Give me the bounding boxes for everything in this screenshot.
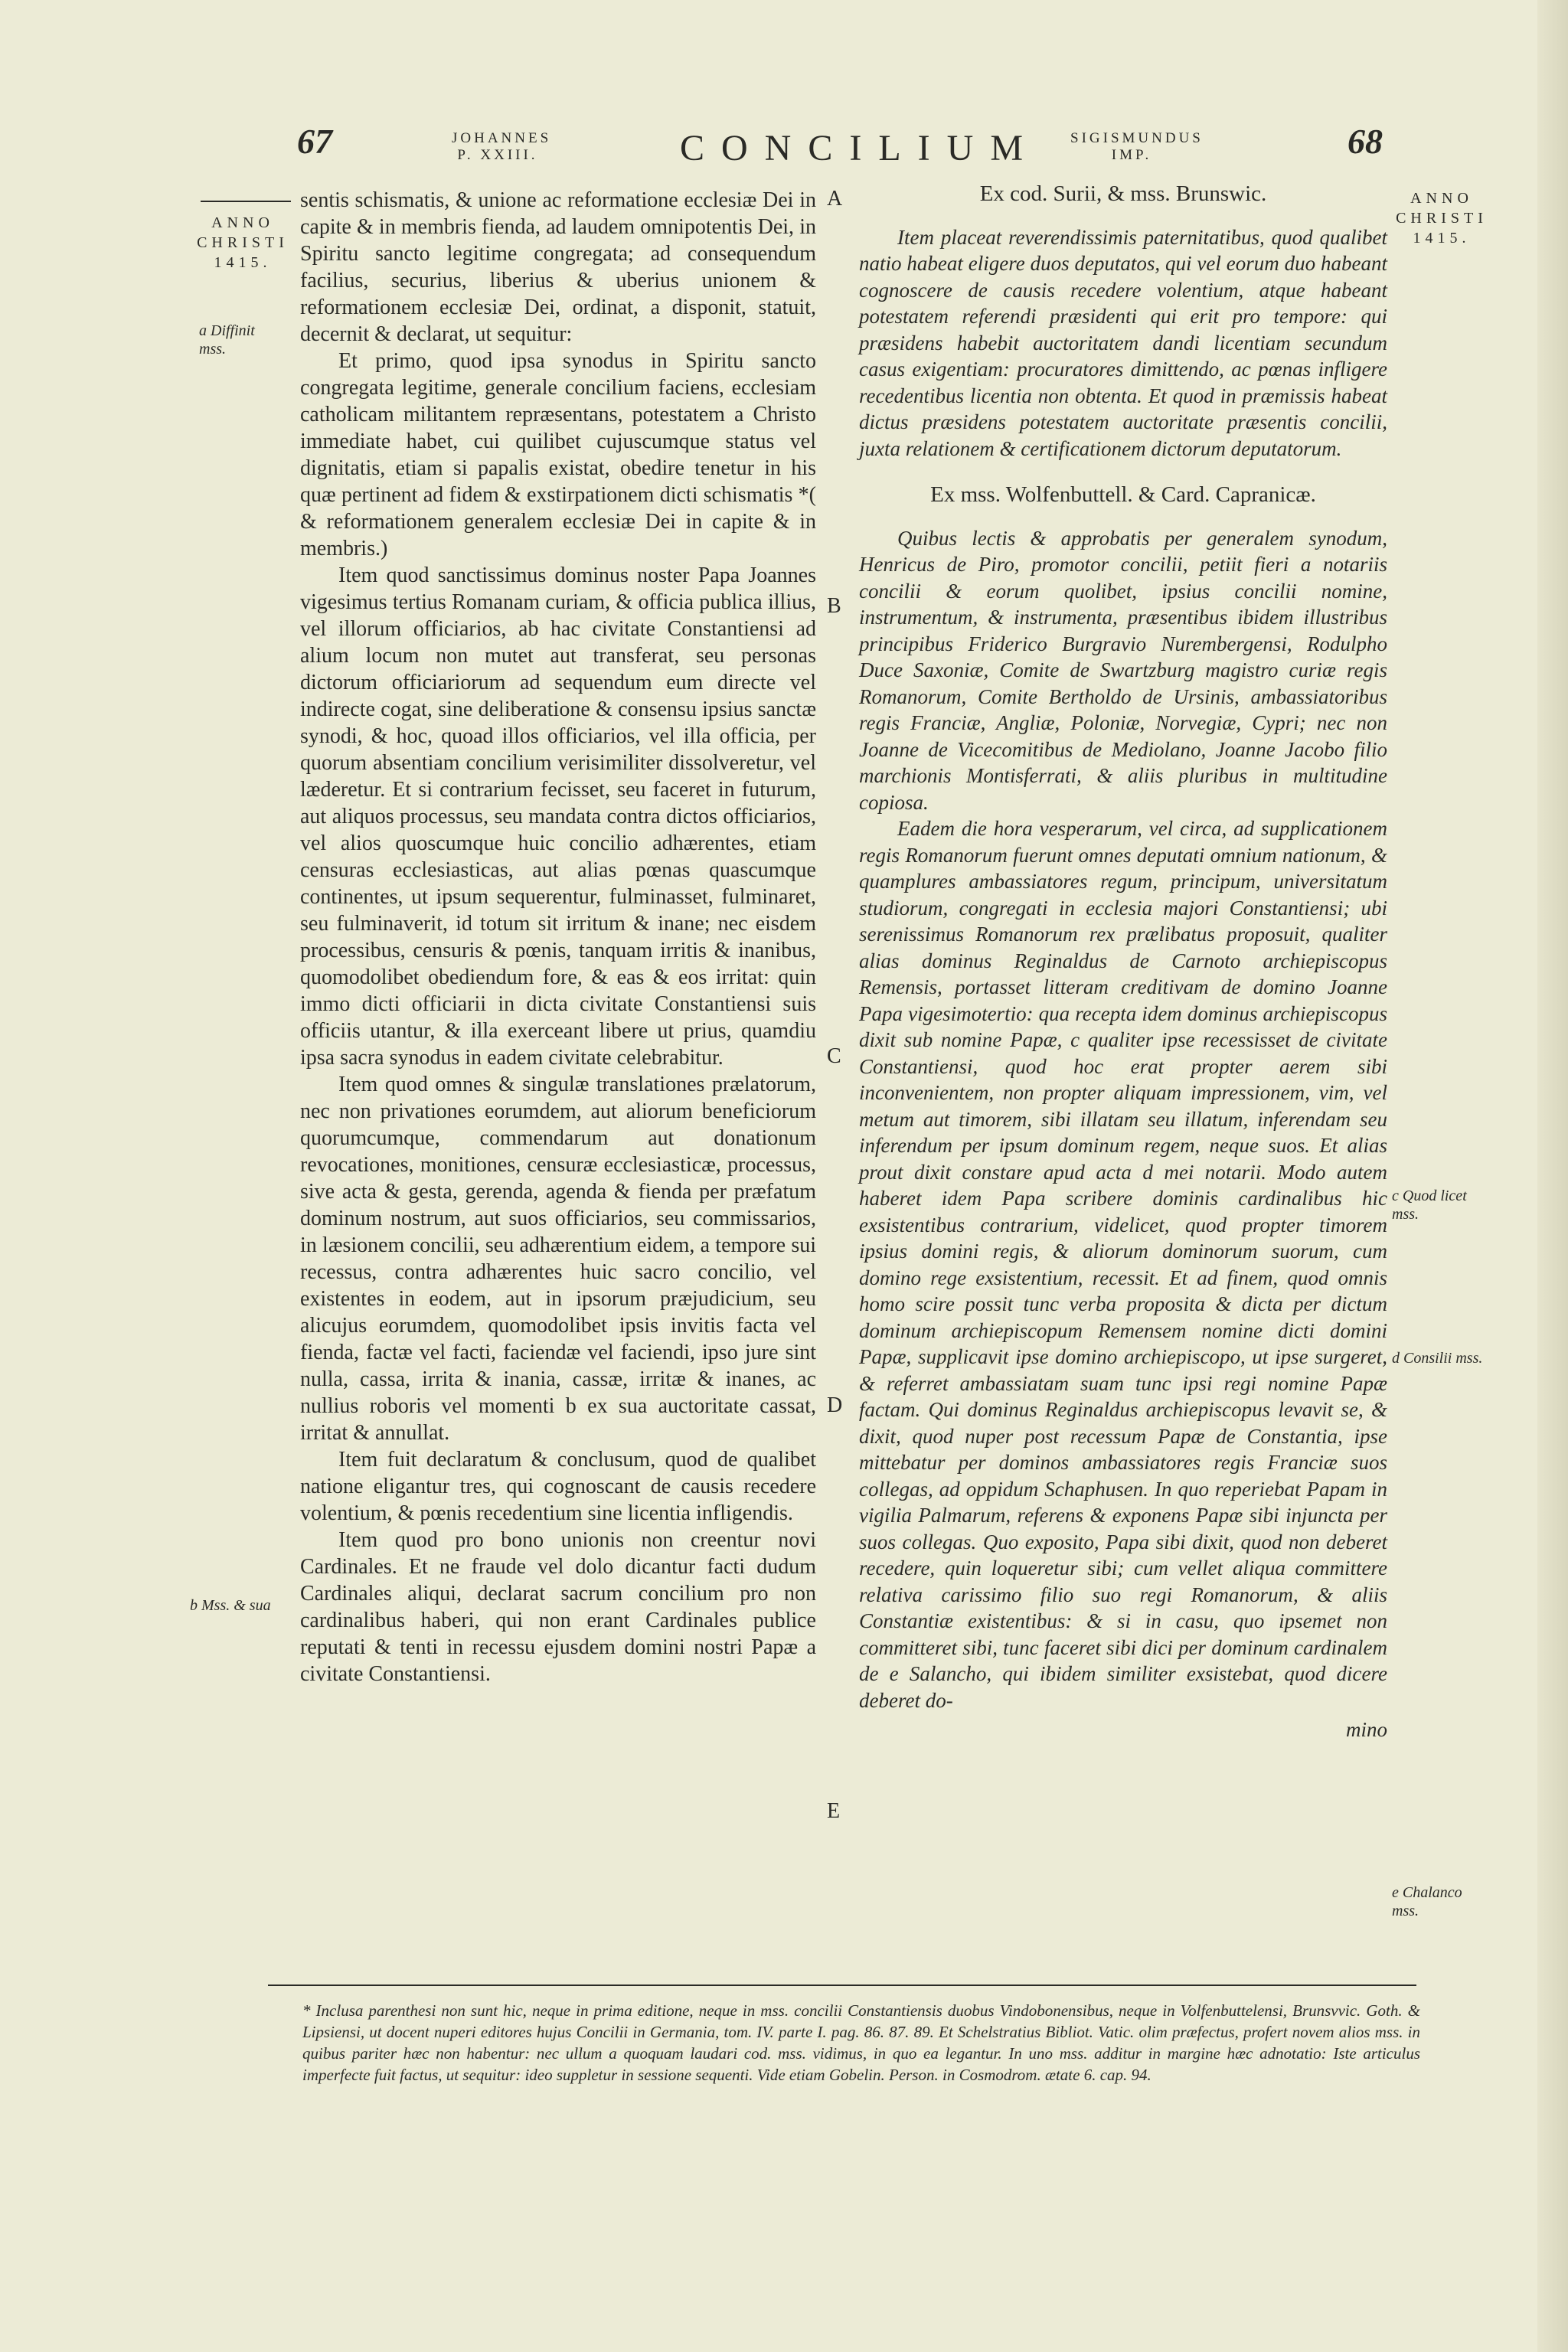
anno-christi-left: ANNO CHRISTI 1415. xyxy=(197,214,289,271)
section-letter-c: C xyxy=(827,1044,841,1068)
page-title: CONCILIUM xyxy=(680,128,1040,168)
section-letter-e: E xyxy=(827,1799,841,1823)
right-column xyxy=(859,181,1387,1743)
section-letter-b: B xyxy=(827,594,841,618)
right-paragraph: Eadem die hora vesperarum, vel circa, ad supplicationem regis Romanorum fuerunt omnes deputati omnium nationum, & quamplures ambassiatores regum, principum, universitatum studiorum, congregati in ecclesia majori Constantiensi; ubi serenissimus Romanorum rex prælibatus proposuit, qualiter alias dominus Reginaldus de Carnoto archiepiscopus Remensis, portasset litteram creditivam de domino Joanne Papa vigesimotertio: qua recepta idem dominus archiepiscopus dixit sub nomine Papæ, c qualiter ipse recessisset de civitate Constantiensi, quod hoc erat propter aerem sibi inconvenientem, non propter aliquam impressionem, vim, vel metum aut timorem, sibi illatam seu illatum, inferendam seu inferendum per ipsum dominum regem, neque suos. Et alias prout dixit constare apud acta d mei notarii. Modo autem haberet idem Papa scribere dominis cardinalibus hic exsistentibus contrarium, videlicet, quod propter timorem ipsius domini regis, & aliorum dominorum suorum, cum domino rege exsistentium, recessit. Et ad finem, quod omnis homo scire possit tunc verba proposita & dicta per dictum dominum archiepiscopum Remensem nomine dicti domini Papæ, supplicavit ipse domino archiepiscopo, ut ipse surgeret, & referret ambassiatam suam tunc ipsi regi nomine Papæ factam. Qui dominus Reginaldus archiepiscopus levavit se, & dixit, quod nuper post recessum Papæ de Constantia, ipse mittebatur per dominos ambassiatores regis Franciæ suos collegas, ad oppidum Schaphusen. In quo reperiebat Papam in vigilia Palmarum, referens & exponens Papæ sibi injuncta per suos collegas. Quo exposito, Papa sibi dixit, quod non deberet recedere, quin loqueretur sibi; cum vellet aliqua committere relativa carissimo filio suo regi Romanorum, & aliis Constantiæ existentibus: & si in casu, quo ipsemet non committeret sibi, tunc faceret sibi dici per dominum cardinalem de e Salancho, qui ibidem similiter exsistebat, quod dicere deberet do- xyxy=(859,817,1387,1712)
left-running-head: JOHANNES P. XXIII. xyxy=(452,130,552,163)
footnote: * Inclusa parenthesi non sunt hic, neque in prima editione, neque in mss. concilii Constantiensis duobus Vindobonensibus, neque in Volfenbuttelensi, Brunsvvic. Goth. & Lipsiensi, ut docent nuperi editores hujus Concilii in Germania, tom. IV. parte I. pag. 86. 87. 89. Et Schelstratius Bibliot. Vatic. olim præfectus, profert novem alios mss. in quibus pariter hæc non habentur: nec ullum a quoquam laudari cod. mss. vidimus, in quo ea legantur. In uno mss. additur in margine hæc adnotatio: Iste articulus imperfecte fuit factus, ut sequitur: ideo suppletur in sessione sequenti. Vide etiam Gobelin. Person. in Cosmodrom. ætate 6. cap. 94. xyxy=(302,2001,1420,2084)
left-paragraph: Et primo, quod ipsa synodus in Spiritu sancto congregata legitime, generale concilium faciens, ecclesiam catholicam militantem repræsentans, potestatem a Christo immediate habet, cui quilibet cujuscumque status vel dignitatis, etiam si papalis existat, obedire tenetur in his quæ pertinent ad fidem & exstirpationem dicti schismatis *( & reformationem generalem ecclesiæ Dei in capite & in membris.) xyxy=(300,349,816,560)
right-paragraph: Quibus lectis & approbatis per generalem synodum, Henricus de Piro, promotor concilii, petiit fieri a notariis concilii & eorum quolibet, ipsius concilii nomine, instrumentum, & instrumenta, præsentibus ibidem illustribus principibus Friderico Burgravio Nurembergensi, Rodulpho Duce Saxoniæ, Comite de Swartzburg magistro curiæ regis Romanorum, Comite Bertholdo de Ursinis, ambassiatoribus regis Franciæ, Angliæ, Poloniæ, Norvegiæ, Cypri; nec non Joanne de Vicecomitibus de Mediolano, Joanne Jacobo filio marchionis Montisferrati, & aliis pluribus in multitudine copiosa. xyxy=(859,526,1387,814)
source-heading-1: Ex cod. Surii, & mss. Brunswic. xyxy=(979,181,1267,206)
anno-christi-right: ANNO CHRISTI 1415. xyxy=(1396,190,1488,247)
left-column xyxy=(300,187,816,1687)
right-block: Item placeat reverendissimis paternitatibus, quod qualibet natio habeat eligere duos deputatos, qui vel eorum duo habeant cognoscere de causis recedere volentium, atque habeant potestatem referendi præsidenti qui erit pro tempore: qui præsidens habebit auctoritatem dandi licentiam secundum casus exigentiam: procuratores dimittendo, ac pœnas infligere recedentibus licentia non obtenta. Et quod in præmissis habeat dictus præsidens potestatem auctoritate præsentis concilii, juxta relationem & certificationem dictorum deputatorum. xyxy=(859,225,1387,460)
left-paragraph: Item quod omnes & singulæ translationes prælatorum, nec non privationes eorumdem, aut aliorum beneficiorum quorumcumque, commendarum aut donationum revocationes, monitiones, censuræ ecclesiasticæ, processus, sive acta & gesta, gerenda, agenda & fienda per præfatum dominum nostrum, aut suos officiarios, seu commissarios, in læsionem concilii, seu adhærentium eidem, a tempore sui recessus, contra adhærentes huic sacro concilio, vel existentes in eodem, aut in ipsorum præjudicium, seu alicujus eorumdem, quomodolibet ipsis invitis facta vel fienda, factæ vel facti, faciendæ vel faciendi, ipso jure sint nulla, cassa, irrita & inania, cassæ, irritæ & inanes, ac nullius roboris vel momenti b ex sua auctoritate cassat, irritat & annullat. xyxy=(300,1073,816,1445)
left-paragraph: Item quod sanctissimus dominus noster Papa Joannes vigesimus tertius Romanam curiam, & officia publica illius, vel illorum officiarios, ab hac civitate Constantiensi ad alium locum non mutet aut transferat, seu personas dictorum officiariorum ad sequendum eum directe vel indirecte cogat, sine deliberatione & consensu ipsius sanctæ synodi, & hoc, quoad illos officiarios, vel illa officia, per quorum absentiam concilium verisimiliter dissolveretur, vel læderetur. Et si contrarium fecisset, seu faceret in futurum, aut aliquos processus, seu mandata contra dictos officiarios, vel alios quoscumque huic concilio adhærentes, etiam censuras ecclesiasticas, aut alias pœnas quascumque continentes, ut ipsum sequerentur, fulminasset, fulminaret, seu fulminaverit, id totum sit irritum & inane; nec eisdem processibus, censuris & pœnis, tanquam irritis & inanibus, quomodolibet obediendum fore, & eas & eos irritat: quin immo dicti officiarii in dicta civitate Constantiensi suis officiis utantur, & illa exerceant libere ut prius, quamdiu ipsa sacra synodus in eadem civitate celebrabitur. xyxy=(300,564,816,1070)
right-page-number: 68 xyxy=(1348,122,1383,161)
left-paragraph: sentis schismatis, & unione ac reformatione ecclesiæ Dei in capite & in membris fienda, ad laudem omnipotentis Dei, in Spiritu sancto legitime congregata; ad consequendum facilius, securius, liberius & uberius unionem & reformationem ecclesiæ Dei, ordinat, a disponit, statuit, decernit & declarat, ut sequitur: xyxy=(300,188,816,346)
margin-note-e: e Chalanco mss. xyxy=(1392,1884,1462,1919)
left-paragraph: Item quod pro bono unionis non creentur novi Cardinales. Et ne fraude vel dolo dicantur facti dudum Cardinales aliqui, declarat sacrum concilium pro non cardinalibus haberi, qui non erant Cardinales publice reputati & tenti in recessu ejusdem domini nostri Papæ a civitate Constantiensi. xyxy=(300,1528,816,1686)
left-paragraph: Item fuit declaratum & conclusum, quod de qualibet natione eligantur tres, qui cognoscant de causis recedere volentium, & pœnis recedentium sine licentia infligendis. xyxy=(300,1448,816,1525)
margin-rule-left xyxy=(201,201,291,202)
section-letter-a: A xyxy=(827,187,843,211)
catchword: mino xyxy=(1346,1718,1387,1741)
margin-note-d: d Consilii mss. xyxy=(1392,1350,1483,1367)
source-heading-2: Ex mss. Wolfenbuttell. & Card. Capranicæ. xyxy=(930,482,1316,507)
left-page-number: 67 xyxy=(297,122,332,161)
right-running-head: SIGISMUNDUS IMP. xyxy=(1070,130,1204,163)
section-letter-d: D xyxy=(827,1393,843,1417)
margin-note-b: b Mss. & sua xyxy=(190,1597,271,1614)
margin-note-a: a Diffinit mss. xyxy=(199,322,255,358)
page-gutter xyxy=(1537,0,1568,2352)
margin-note-c: c Quod licet mss. xyxy=(1392,1187,1467,1223)
footnote-rule xyxy=(268,1984,1416,1986)
